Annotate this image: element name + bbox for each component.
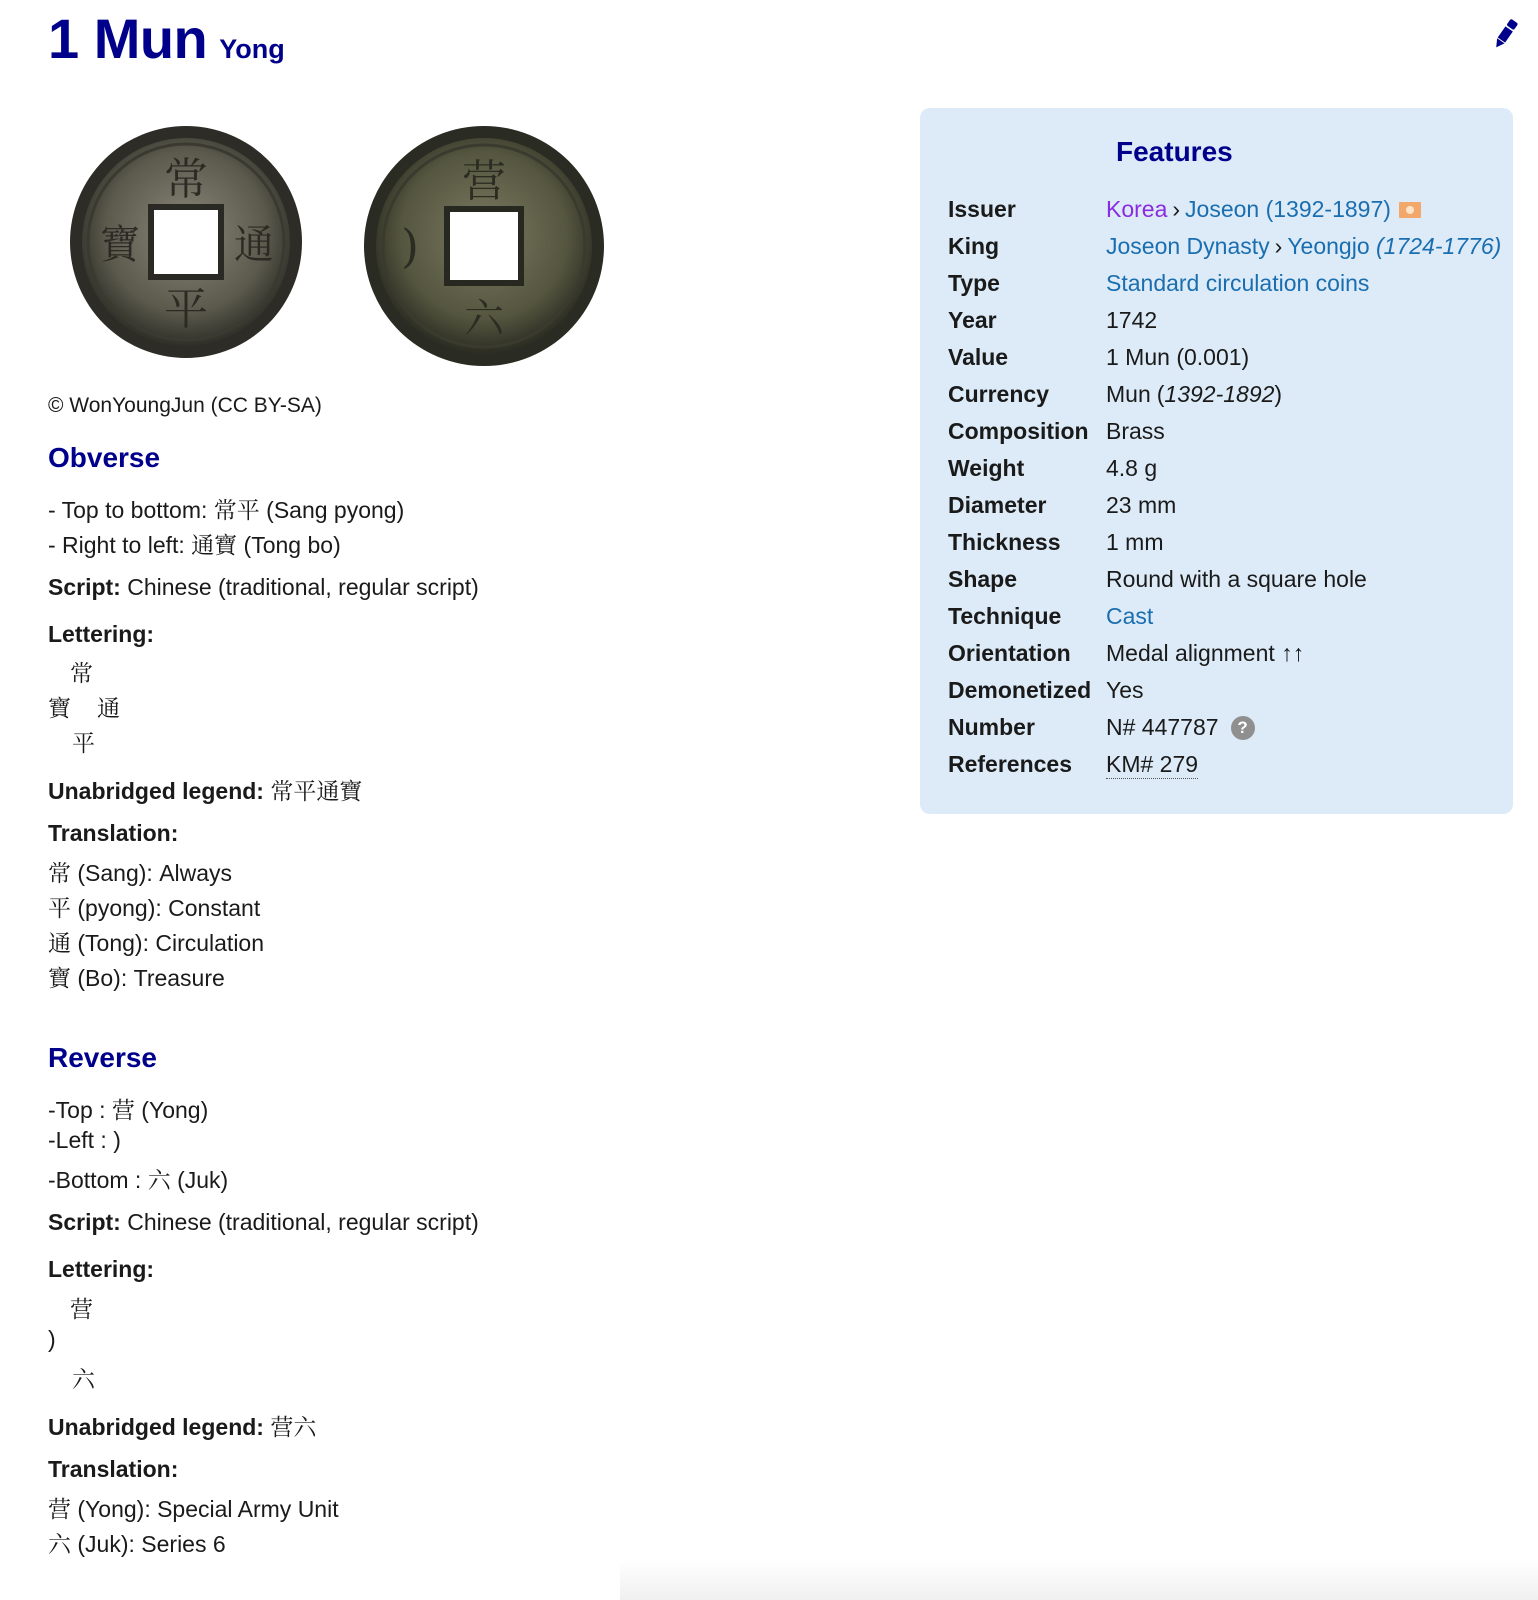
feature-label: References xyxy=(948,751,1073,777)
obverse-translation-line: 寶 (Bo): Treasure xyxy=(48,965,225,991)
feature-value xyxy=(1106,233,1501,260)
feature-value: 1 mm xyxy=(1106,529,1164,555)
image-copyright: © WonYoungJun (CC BY-SA) xyxy=(48,394,322,417)
king-name: Yeongjo xyxy=(1287,233,1370,259)
feature-row-thickness xyxy=(948,524,1164,561)
obverse-coin-char-right: 通 xyxy=(234,222,274,268)
currency-years: 1392-1892 xyxy=(1164,381,1275,407)
obverse-translation-line: 平 (pyong): Constant xyxy=(48,895,261,921)
page-title xyxy=(48,6,285,71)
feature-label: Weight xyxy=(948,455,1025,481)
technique-link[interactable]: Cast xyxy=(1106,603,1154,629)
obverse-coin-char-left: 寶 xyxy=(100,222,140,268)
feature-value xyxy=(1106,196,1421,223)
coin-images xyxy=(48,112,628,382)
issuer-country-link[interactable]: Korea xyxy=(1106,196,1168,222)
feature-row-year xyxy=(948,302,1157,339)
feature-row-orientation xyxy=(948,635,1304,672)
feature-label: Currency xyxy=(948,381,1049,407)
feature-label: Thickness xyxy=(948,529,1061,555)
issuer-period-link[interactable]: Joseon (1392-1897) xyxy=(1185,196,1391,222)
obverse-translation-label: Translation: xyxy=(48,820,179,846)
feature-value: 4.8 g xyxy=(1106,455,1158,481)
breadcrumb-separator: › xyxy=(1172,196,1181,222)
obverse-legend xyxy=(48,773,362,806)
reverse-translation-line: 六 (Juk): Series 6 xyxy=(48,1531,226,1557)
reverse-desc-line: -Left : ) xyxy=(48,1127,121,1153)
feature-label: Number xyxy=(948,714,1035,740)
feature-label: Issuer xyxy=(948,196,1016,222)
feature-label: Technique xyxy=(948,603,1062,629)
bottom-shadow xyxy=(620,1560,1538,1600)
feature-row-demonetized xyxy=(948,672,1144,709)
feature-row-references xyxy=(948,746,1198,783)
obverse-lettering-bottom: 平 xyxy=(72,730,95,756)
obverse-legend-value: 常平通寶 xyxy=(270,778,363,804)
feature-value: Mun ( 1392-1892 ) xyxy=(1106,381,1283,407)
feature-label: King xyxy=(948,233,1000,259)
reverse-script xyxy=(48,1209,479,1236)
reverse-desc-line: -Bottom : 六 (Juk) xyxy=(48,1167,229,1193)
reverse-script-label: Script: xyxy=(48,1209,121,1235)
feature-label: Year xyxy=(948,307,997,333)
feature-row-issuer xyxy=(948,191,1421,228)
feature-label: Type xyxy=(948,270,1000,296)
feature-value: Medal alignment ↑↑ xyxy=(1106,640,1305,666)
feature-value xyxy=(1106,714,1255,741)
edit-pencil-icon[interactable] xyxy=(1490,16,1520,52)
feature-row-weight xyxy=(948,450,1157,487)
king-name-link[interactable] xyxy=(1287,233,1501,260)
obverse-desc-line: - Top to bottom: 常平 (Sang pyong) xyxy=(48,497,405,523)
obverse-lettering-top: 常 xyxy=(70,660,93,686)
reverse-legend-value: 营六 xyxy=(270,1414,317,1440)
obverse-heading: Obverse xyxy=(48,442,161,473)
feature-value: 1742 xyxy=(1106,307,1158,333)
obverse-script xyxy=(48,574,479,601)
feature-value: 23 mm xyxy=(1106,492,1177,518)
obverse-translation-line: 常 (Sang): Always xyxy=(48,860,233,886)
obverse-coin-image[interactable] xyxy=(68,124,304,360)
obverse-lettering-left: 寶 xyxy=(48,695,71,721)
feature-row-diameter xyxy=(948,487,1176,524)
feature-label: Value xyxy=(948,344,1009,370)
king-years: (1724-1776) xyxy=(1376,233,1502,259)
coin-subtitle: Yong xyxy=(219,34,285,64)
feature-value: Brass xyxy=(1106,418,1165,444)
help-icon[interactable]: ? xyxy=(1231,716,1255,740)
feature-label: Composition xyxy=(948,418,1089,444)
feature-row-technique xyxy=(948,598,1153,635)
obverse-lettering-right: 通 xyxy=(97,695,120,721)
reverse-legend xyxy=(48,1409,316,1442)
feature-row-king xyxy=(948,228,1501,265)
feature-label: Orientation xyxy=(948,640,1071,666)
breadcrumb-separator: › xyxy=(1274,233,1283,259)
reference-abbr[interactable]: KM# 279 xyxy=(1106,750,1199,777)
feature-value: 1 Mun (0.001) xyxy=(1106,344,1250,370)
obverse-script-value: Chinese (traditional, regular script) xyxy=(127,574,479,600)
reverse-desc-line: -Top : 营 (Yong) xyxy=(48,1097,209,1123)
reverse-lettering-left: ) xyxy=(48,1326,56,1352)
obverse-lettering-label: Lettering: xyxy=(48,621,155,647)
catalog-number: N# 447787 xyxy=(1106,714,1219,740)
feature-row-composition xyxy=(948,413,1165,450)
feature-row-number xyxy=(948,709,1255,746)
reverse-coin-char-bottom: 六 xyxy=(464,296,504,342)
coin-title: 1 Mun xyxy=(48,7,208,70)
type-link[interactable]: Standard circulation coins xyxy=(1106,270,1370,296)
features-title: Features xyxy=(1116,136,1233,167)
obverse-legend-label: Unabridged legend: xyxy=(48,778,264,804)
feature-label: Diameter xyxy=(948,492,1047,518)
korea-flag-icon xyxy=(1399,202,1421,218)
reverse-translation-line: 营 (Yong): Special Army Unit xyxy=(48,1496,339,1522)
reverse-coin-char-top: 营 xyxy=(462,156,506,207)
reverse-coin-char-left: ) xyxy=(401,219,419,273)
features-panel xyxy=(920,108,1513,814)
obverse-coin-char-top: 常 xyxy=(164,154,208,205)
reverse-lettering-bottom: 六 xyxy=(72,1366,95,1392)
king-dynasty-link[interactable]: Joseon Dynasty xyxy=(1106,233,1270,259)
obverse-coin-char-bottom: 平 xyxy=(164,284,208,335)
reverse-translation-label: Translation: xyxy=(48,1456,179,1482)
feature-row-type xyxy=(948,265,1369,302)
feature-row-shape xyxy=(948,561,1367,598)
feature-label: Shape xyxy=(948,566,1018,592)
feature-row-currency xyxy=(948,376,1282,413)
obverse-desc-line: - Right to left: 通寶 (Tong bo) xyxy=(48,532,341,558)
reverse-script-value: Chinese (traditional, regular script) xyxy=(127,1209,479,1235)
reverse-heading: Reverse xyxy=(48,1042,157,1073)
obverse-translation-line: 通 (Tong): Circulation xyxy=(48,930,265,956)
reverse-coin-image[interactable] xyxy=(362,124,606,368)
feature-value: Round with a square hole xyxy=(1106,566,1367,592)
feature-label: Demonetized xyxy=(948,677,1092,703)
reverse-lettering-label: Lettering: xyxy=(48,1256,155,1282)
feature-value: Yes xyxy=(1106,677,1144,703)
obverse-script-label: Script: xyxy=(48,574,121,600)
feature-row-value xyxy=(948,339,1249,376)
reverse-legend-label: Unabridged legend: xyxy=(48,1414,264,1440)
reverse-lettering-top: 营 xyxy=(70,1296,93,1322)
currency-name: Mun xyxy=(1106,381,1151,407)
